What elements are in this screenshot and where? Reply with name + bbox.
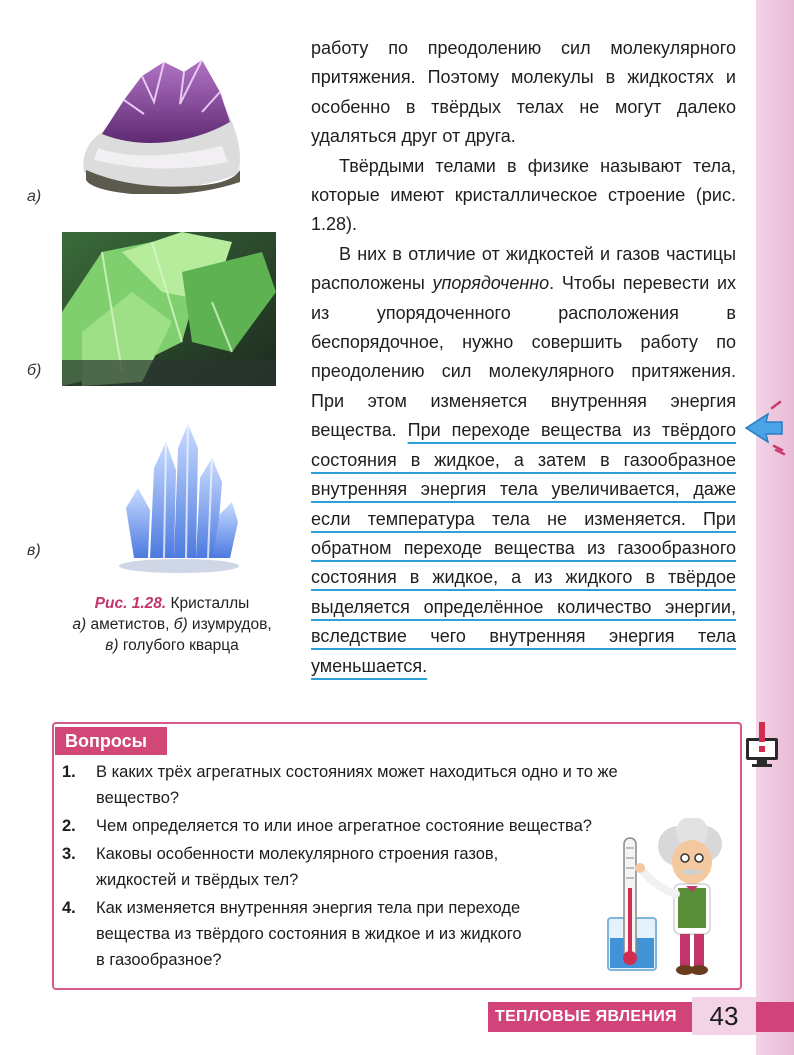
blue-quartz-crystal-photo [104,418,254,574]
question-text-cont: в газообразное? [96,951,222,969]
main-text [311,34,736,681]
professor-with-thermometer-illustration [600,818,740,978]
paragraph-1: работу по преодолению сил молекулярного притяжения. Поэтому молекулы в жидкостях и особенно в твёрдых телах не могут далеко удаляться друг от друга. [311,38,736,147]
question-text-cont: жидкостей и твёрдых тел? [96,871,299,889]
italic-term: упорядоченно [432,273,550,294]
figure-label-c: в) [27,542,41,559]
caption-label-a: а) [72,616,87,633]
caption-label-c: в) [105,637,119,654]
figure-label-a: а) [27,188,42,205]
question-text-cont: вещества из твёрдого состояния в жидкое и из жидкого [96,925,522,943]
question-number: 3. [62,845,76,863]
question-number: 4. [62,899,76,917]
paragraph-3-middle: . Чтобы перевести их из упорядоченного расположения в беспорядочное, нужно совершить работу по преодолению сил молекулярного притяжения. При этом изменяется внутренняя энергия вещества. [311,273,736,441]
question-text: Чем определяется то или иное агрегатное состояние вещества? [96,817,592,835]
question-number: 2. [62,817,76,835]
figure-label-b: б) [27,362,42,379]
caption-text-c: голубого кварца [118,637,239,654]
paragraph-3-start: В них в отличие от жидкостей и газов частицы расположены [311,243,736,294]
paragraph-3 [311,240,736,681]
caption-title: Рис. 1.28. [94,595,167,612]
paragraph-2: Твёрдыми телами в физике называют тела, которые имеют кристаллическое строение (рис. 1.28). [311,155,736,235]
questions-title: Вопросы [55,727,167,755]
figure-caption [52,593,292,656]
highlighted-rule: При переходе вещества из твёрдого состояния в жидкое, а затем в газообразное внутренняя энергия тела увеличивается, даже если температура тела не изменяется. При обратном переходе вещества из газообразного состояния в жидкое, а из жидкого в твёрдое выделяется определённое количество энергии, вследствие чего внутренняя энергия тела уменьшается. [311,420,737,676]
question-text: В каких трёх агрегатных состояниях может находиться одно и то же [96,763,618,781]
blue-arrow-icon [742,400,786,456]
page-edge-band [756,0,794,1055]
question-number: 1. [62,763,76,781]
amethyst-crystal-photo [72,52,248,194]
monitor-warning-icon [744,722,780,770]
page-number: 43 [692,997,756,1035]
caption-label-b: б) [173,616,188,633]
caption-text-a: аметистов, [86,616,174,633]
emerald-crystal-photo [62,232,276,386]
footer-section-title: ТЕПЛОВЫЕ ЯВЛЕНИЯ [495,1008,677,1025]
caption-text-b: изумрудов, [187,616,272,633]
question-text: Как изменяется внутренняя энергия тела при переходе [96,899,521,917]
question-text: Каковы особенности молекулярного строения газов, [96,845,499,863]
question-text-cont: вещество? [96,789,180,807]
caption-line1: Кристаллы [166,595,250,612]
